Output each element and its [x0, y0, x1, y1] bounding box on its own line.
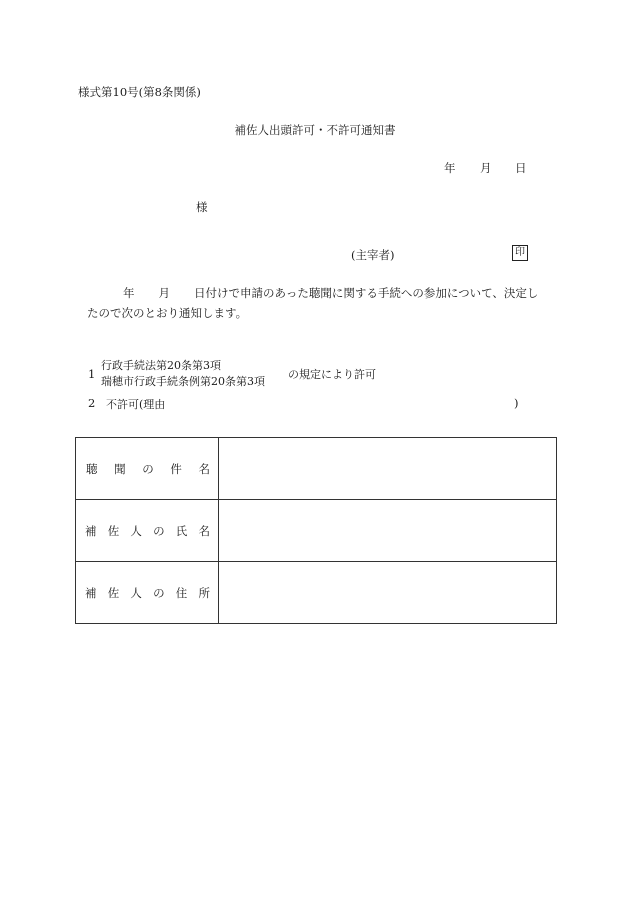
label-char: 氏 [175, 523, 188, 538]
label-char: 人 [130, 523, 142, 538]
option1-law-municipal: 瑞穂市行政手続条例第20条第3項 [101, 375, 265, 388]
label-char: 所 [198, 585, 210, 600]
seal-mark: 印 [512, 245, 528, 261]
body-month-label: 月 [158, 286, 170, 300]
label-char: 人 [130, 585, 142, 600]
hearing-subject-label-cell [76, 438, 219, 500]
body-text-line1: 日付けで申請のあった聴聞に関する手続への参加について、決定し [194, 286, 539, 300]
body-text-line2: たので次のとおり通知します。 [87, 306, 248, 320]
body-line-1 [78, 283, 554, 303]
option1-number: 1 [88, 367, 96, 381]
label-char: の [142, 461, 154, 476]
label-char: 佐 [107, 585, 120, 600]
assistant-address-value-cell[interactable] [219, 562, 557, 624]
label-char: 件 [170, 461, 182, 476]
option1-permit-text: の規定により許可 [288, 368, 376, 381]
form-number: 様式第10号(第8条関係) [78, 85, 201, 99]
label-char: 名 [198, 523, 210, 538]
table-row-hearing-subject [76, 438, 557, 500]
body-paragraph [78, 283, 554, 323]
date-day-label: 日 [515, 161, 527, 175]
label-char: 名 [198, 461, 210, 476]
label-char: の [153, 585, 165, 600]
addressee-honorific: 様 [196, 200, 208, 214]
label-char: 住 [175, 585, 188, 600]
option2-deny-label: 不許可(理由 [106, 398, 166, 411]
option2-close-paren: ) [514, 396, 519, 410]
option2-number: 2 [88, 396, 96, 410]
label-char: の [153, 523, 165, 538]
assistant-name-value-cell[interactable] [219, 500, 557, 562]
assistant-name-label-cell [76, 500, 219, 562]
option1-law-national: 行政手続法第20条第3項 [101, 359, 221, 372]
label-char: 補 [85, 523, 97, 538]
label-char: 佐 [107, 523, 120, 538]
table-row-assistant-name [76, 500, 557, 562]
details-table [75, 437, 557, 624]
organizer-label: (主宰者) [351, 248, 395, 262]
assistant-address-label-cell [76, 562, 219, 624]
label-char: 聴 [86, 461, 98, 476]
date-year-label: 年 [444, 161, 456, 175]
table-row-assistant-address [76, 562, 557, 624]
document-title: 補佐人出頭許可・不許可通知書 [234, 123, 396, 137]
date-month-label: 月 [480, 161, 492, 175]
label-char: 補 [85, 585, 97, 600]
hearing-subject-value-cell[interactable] [219, 438, 557, 500]
body-year-label: 年 [123, 286, 135, 300]
label-char: 聞 [114, 461, 126, 476]
